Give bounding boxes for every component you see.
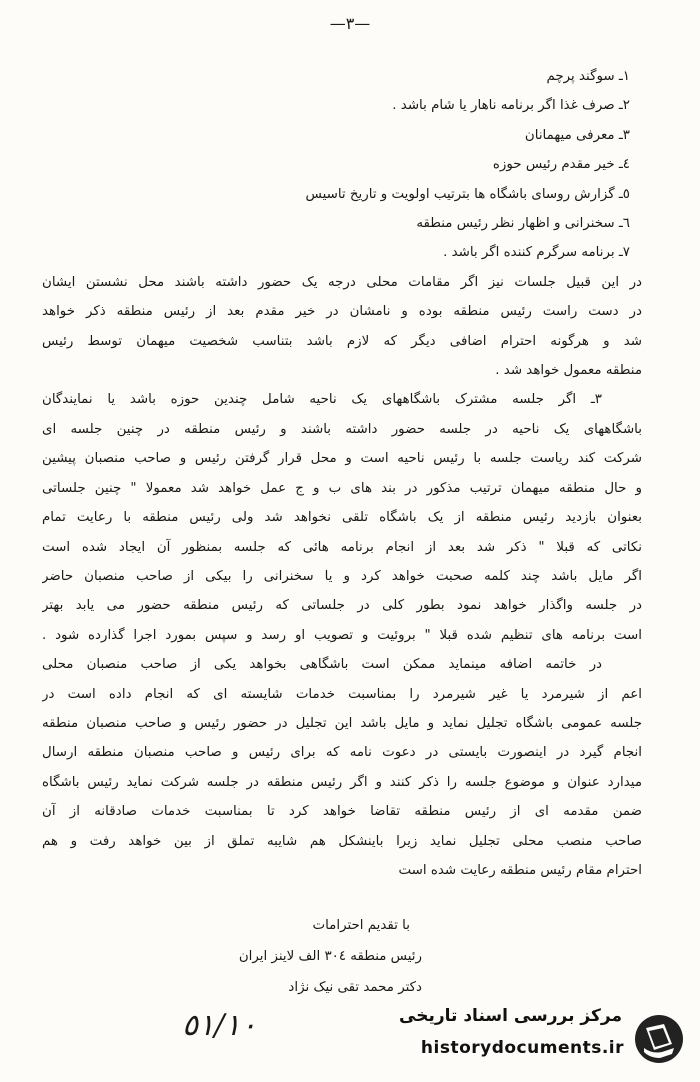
paragraph-line: ضمن مقدمه ای از رئیس منطقه تقاضا خواهد کرد تا بمناسبت خدمات صادقانه از آن	[42, 804, 642, 820]
paragraph-line: در جلسه واگذار خواهد نمود بطور کلی در جلساتی که رئیس منطقه حضور می یابد بهتر	[42, 598, 642, 614]
paragraph-local-officials	[42, 268, 642, 386]
paragraph-line: شد و هرگونه احترام اضافی دیگر که لازم باشد بتناسب شخصیت میهمان توسط رئیس	[42, 333, 642, 349]
list-item: ٣ـ معرفی میهمانان	[524, 127, 630, 143]
watermark	[400, 1000, 700, 1082]
paragraph-line: اگر مایل باشد چند کلمه صحبت خواهد کرد و یا سخنرانی را بیکی از صاحب منصبان حاضر	[42, 568, 642, 584]
list-item: ٥ـ گزارش روسای باشگاه ها بترتیب اولویت و تاریخ تاسیس	[305, 186, 630, 202]
paragraph-line: در دست راست رئیس منطقه بوده و نامشان در خیر مقدم بعد از رئیس منطقه ذکر خواهد	[42, 304, 642, 320]
watermark-url: historydocuments.ir	[420, 1038, 624, 1058]
book-scroll-icon	[634, 1014, 684, 1064]
paragraph-line: میدارد عنوان و موضوع جلسه را ذکر کنند و اگر رئیس منطقه در جلسه شرکت نماید رئیس باشگاه	[42, 774, 642, 790]
watermark-title: مرکز بررسی اسناد تاریخی	[399, 1006, 622, 1026]
paragraph-line: و حال منطقه میهمان ترتیب مذکور در بند های ب و ج عمل خواهد شد معمولا " چنین جلساتی	[42, 480, 642, 496]
paragraph-line: منطقه معمول خواهد شد .	[495, 363, 642, 379]
paragraph-line: باشگاههای یک ناحیه در جلسه حضور داشته باشند و رئیس منطقه در چنین جلسه ای	[42, 421, 642, 437]
paragraph-line: بعنوان بازدید رئیس منطقه از یک باشگاه تلقی نخواهد شد ولی رئیس منطقه با رعایت تمام	[42, 510, 642, 526]
paragraph-line: احترام مقام رئیس منطقه رعایت شده است	[398, 862, 642, 878]
list-item: ٧ـ برنامه سرگرم کننده اگر باشد .	[443, 245, 630, 261]
paragraph-honoring-officials	[42, 650, 642, 885]
page-number: —٣—	[329, 14, 371, 33]
paragraph-line: در این قبیل جلسات نیز اگر مقامات محلی درجه یک حضور داشته باشند محل نشستن ایشان	[42, 274, 642, 290]
paragraph-line: انجام گیرد در اینصورت بایستی در دعوت نامه که برای رئیس و صاحب منصبان منطقه ارسال	[42, 745, 642, 761]
paragraph-line: صاحب منصب محلی تجلیل نماید زیرا باینشکل هم شایبه تملق از بین خواهد رفت و هم	[42, 833, 642, 849]
paragraph-line: است برنامه های تنظیم شده قبلا " بروئیت و تصویب او رسد و سپس بمورد اجرا گذارده شود .	[42, 627, 642, 643]
list-item: ٤ـ خیر مقدم رئیس حوزه	[492, 157, 630, 173]
paragraph-line: نکاتی که قبلا " ذکر شد بعد از انجام برنامه هائی که جلسه بمنظور آن ایجاد شده است	[42, 539, 642, 555]
closing-line: با تقدیم احترامات	[312, 918, 410, 933]
list-item: ٢ـ صرف غذا اگر برنامه ناهار یا شام باشد .	[392, 98, 630, 114]
signer-title: رئیس منطقه ٣٠٤ الف لاینز ایران	[238, 949, 422, 964]
paragraph-line: جلسه عمومی باشگاه تجلیل نماید و مایل باشد این تجلیل در حضور رئیس و صاحب منصبان منطقه	[42, 715, 642, 731]
paragraph-line: در خاتمه اضافه مینماید ممکن است باشگاهی بخواهد یکی از صاحب منصبان محلی	[42, 657, 602, 673]
list-item: ٦ـ سخنرانی و اظهار نظر رئیس منطقه	[416, 216, 630, 232]
document-body	[42, 62, 642, 885]
list-item: ١ـ سوگند پرچم	[546, 69, 630, 84]
paragraph-line: ٣ـ اگر جلسه مشترک باشگاههای یک ناحیه شامل چندین حوزه باشد یا نمایندگان	[42, 392, 602, 408]
signer-name: دکتر محمد تقی نیک نژاد	[288, 980, 422, 995]
handwritten-number: ٥١/١٠	[182, 1008, 257, 1043]
paragraph-line: اعم از شیرمرد یا غیر شیرمرد را بمناسبت خدمات شایسته ای که انجام داده است در	[42, 686, 642, 702]
signature-block	[239, 910, 422, 1003]
paragraph-line: شرکت کند ریاست جلسه با رئیس ناحیه است و محل قرار گرفتن رئیس و صاحب منصبان پیشین	[42, 451, 642, 467]
agenda-list	[42, 62, 642, 268]
paragraph-joint-meeting	[42, 385, 642, 650]
